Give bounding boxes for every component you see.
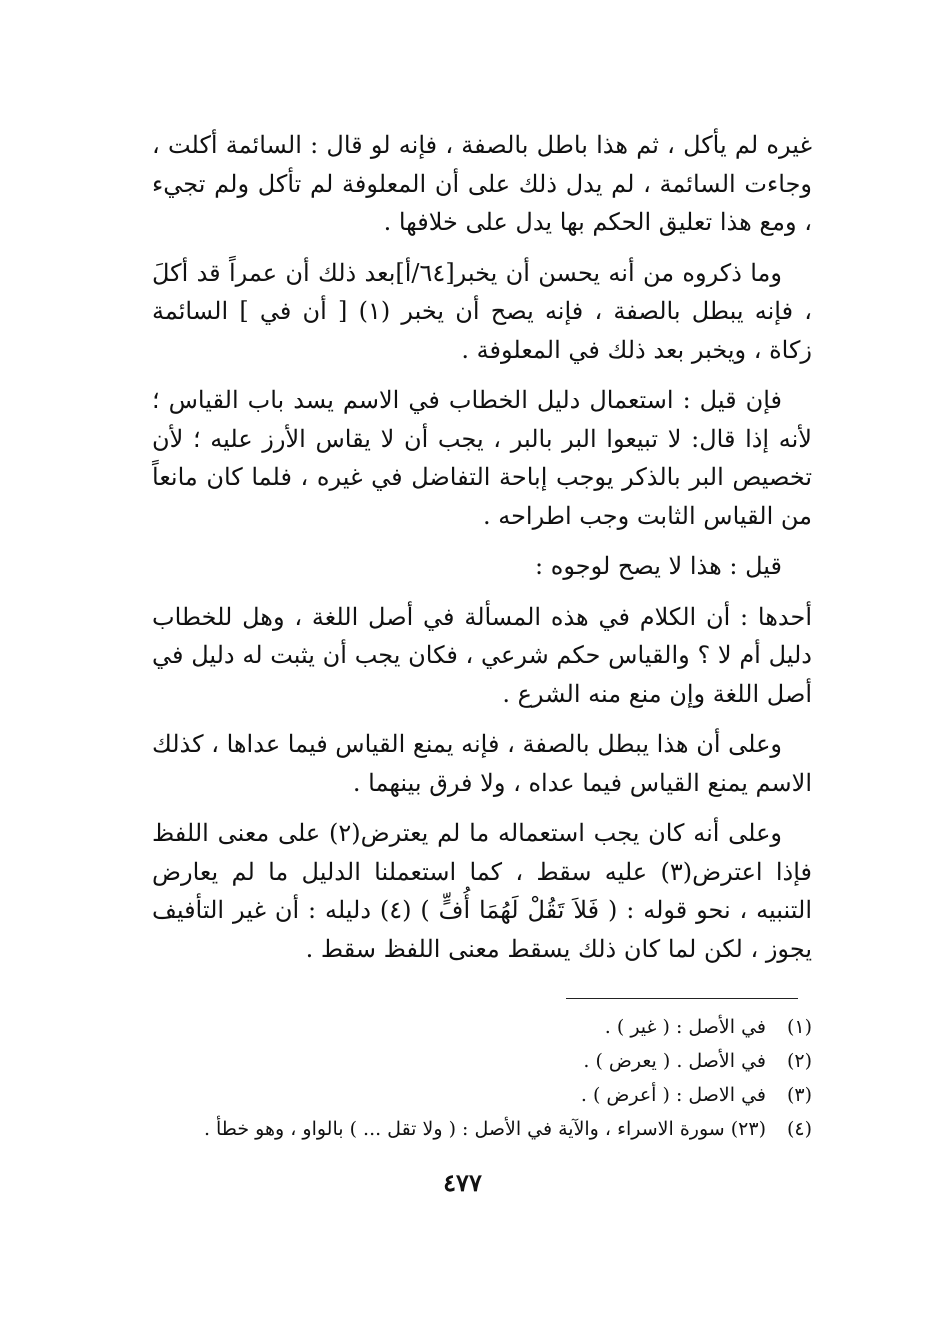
footnote-2 [160,1044,812,1078]
paragraph-6: وعلى أن هذا يبطل بالصفة ، فإنه يمنع القياس فيما عداها ، كذلك الاسم يمنع القياس فيما عداه ، ولا فرق بينهما . [152,730,812,797]
footnote-1 [160,1010,812,1044]
footnotes [160,1010,812,1146]
paragraph-3: فإن قيل : استعمال دليل الخطاب في الاسم يسد باب القياس ؛ لأنه إذا قال: لا تبيعوا البر بالبر ، يجب أن لا يقاس الأرز عليه ؛ لأن تخصيص البر بالذكر يوجب إباحة التفاضل في غيره ، فلما كان مانعاً من القياس الثابت وجب اطراحه . [152,386,812,530]
footnote-text: في الاصل : ( أعرض ) . [580,1084,766,1106]
paragraph-2: وما ذكروه من أنه يحسن أن يخبر[٦٤/أ]بعد ذلك أن عمراً قد أكلَ ، فإنه يبطل بالصفة ، فإنه يصح أن يخبر (١) [ أن في ] السائمة زكاة ، ويخبر بعد ذلك في المعلوفة . [152,258,812,364]
footnote-4 [160,1112,812,1146]
paragraph-4: قيل : هذا لا يصح لوجوه : [535,552,782,580]
footnote-number: (٢) [786,1050,812,1072]
footnote-divider [566,998,798,999]
footnote-number: (٤) [786,1118,812,1140]
main-text [152,126,812,980]
page-number: ٤٧٧ [443,1168,482,1197]
footnote-text: في الأصل . ( يعرض ) . [583,1050,766,1072]
paragraph-1: غيره لم يأكل ، ثم هذا باطل بالصفة ، فإنه لو قال : السائمة أكلت ، وجاءت السائمة ، لم يدل ذلك على أن المعلوفة لم تأكل ولم تجيء ، ومع هذا تعليق الحكم بها يدل على خلافها . [152,131,812,236]
footnote-3 [160,1078,812,1112]
footnote-number: (٣) [786,1084,812,1106]
footnote-number: (١) [786,1016,812,1038]
paragraph-5: أحدها : أن الكلام في هذه المسألة في أصل اللغة ، وهل للخطاب دليل أم لا ؟ والقياس حكم شرعي ، فكان يجب أن يثبت له دليل في أصل اللغة وإن منع منه الشرع . [152,602,812,708]
footnote-text: في الأصل : ( غير ) . [604,1016,766,1038]
paragraph-7: وعلى أنه كان يجب استعماله ما لم يعترض(٢) على معنى اللفظ فإذا اعترض(٣) عليه سقط ، كما استعملنا الدليل ما لم يعارض التنبيه ، نحو قوله : ( فَلاَ تَقُلْ لَهُمَا أُفٍّ ) (٤) دليله : أن غير التأفيف يجوز ، لكن لما كان ذلك يسقط معنى اللفظ سقط . [152,819,813,963]
footnote-text: (٢٣) سورة الاسراء ، والآية في الأصل : ( ولا تقل ... ) بالواو ، وهو خطأ . [203,1118,766,1140]
